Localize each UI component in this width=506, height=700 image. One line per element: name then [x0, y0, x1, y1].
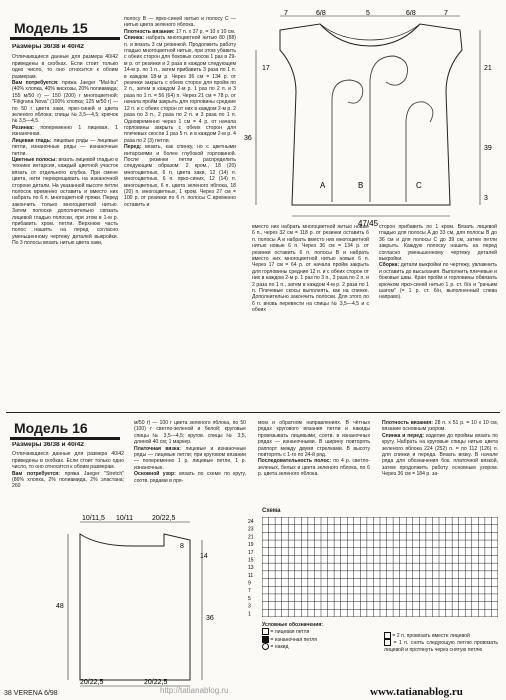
- main: вязать по схеме по кругу, соотв. рядами в пря-: [134, 471, 246, 484]
- model16-col3: [258, 420, 370, 510]
- density-heading: Плотность вязания:: [124, 28, 175, 35]
- density: 17 п. x 37 р. = 10 x 10 см.: [175, 28, 236, 35]
- scheme-row-label: 1: [248, 611, 251, 617]
- label-a: A: [320, 181, 326, 190]
- main-heading: Основной узор:: [134, 471, 176, 478]
- site-logo: www.tatianablog.ru: [370, 686, 463, 698]
- col3-text: вместо них набрать многоцветной нитью новые 6 п., через 32 см = 118 р. от резинки оставить 6 п. полосы A и набрать вместо них многоцветной нитью новые 6 п. Через 36 см = 134 р. от резинки оставить 6 п. полосы B и набрать вместо них многоцветной нитью новые 6 п. Через 17 см = 64 р. от начала пройм закрыть для горловины средние 12 п. и с обеих сторон от них в каждом 2-м р. 1 раз по 3 п., 3 раза по 2 п. и 2 раза по 1 п., затем в каждом 4-м р. 2 раза по 1 п. Плечевые скосы выполнять, как на спинке. Дополнительно закончить полоски. Для этого по 6 п. вновь перевести на спицы № 3,5—4,5 и с обеих: [252, 224, 369, 314]
- dim-side2: 8: [180, 543, 184, 550]
- back-heading: Спинка:: [124, 35, 145, 42]
- scheme-row-label: 21: [248, 534, 254, 541]
- dim-h1: 21: [484, 65, 492, 72]
- back: набрать многоцветной нитью 80 (88) п. и вязать 3 см резинкой. Продолжить работу гладью многоцветной нитью, при этом убавить с обеих сторон для боковых скосов 1 раз в 29-м р. от резинки и 2 раза в каждом следующем 14-м р. по 1 п., затем прибавить 3 раза по 1 п. в каждом 18-м р. Через 36 см = 134 р. от резинки закрыть с обеих сторон для пройм по 2 п., затем в каждом 2-м р. 1 раз по 2 п. и 3 раза по 1 п. = 56 (64) п. Через 21 см = 78 р. от начала пройм закрыть для горловины средние 12 п. и с обеих сторон от них в каждом 2-м р. 2 раза по 3 п., 2 раза по 2 п. и 3 раза по 1 п. Одновременно через 1 см = 4 р. от начала горловины закрыть с обеих сторон для плечевых скосов 1 раз 5 п. и в каждом 2-м р. 4 раза по 2 (3) петли.: [124, 35, 236, 144]
- dim-top2: 10/11: [116, 515, 133, 522]
- rib-heading: Резинка:: [12, 124, 34, 131]
- front: вязать, как спинку, но с цветными интарсиями и более глубокой горловиной. После резинки петли распределить следующим образом: 2 кром., 18 (20) многоцветных, 6 п. цвета хаки, 12 (14) п. многоцветных, 6 п. ярко-синих, 12 (14) п. многоцветных, 6 п. цвета зеленого яблока, 18 (20) п. многоцветных, 1 кром. Через 27 см = 100 р. от резинки по 6 п. полосы C временно оставить и: [124, 144, 236, 208]
- legend-heading: Условные обозначения:: [262, 622, 324, 628]
- col2-text-16: м/50 г) — 100 г цвета зеленого яблока, по 50 (100) г светло-зеленой и белой; круговые спицы № 3,5—4,5; кругов. спицы № 3,5, длиной 40 см; 1 маркер.: [134, 420, 246, 446]
- dim-bot1: 20/22,5: [80, 679, 104, 686]
- dim-bot2: 20/22,5: [144, 679, 168, 686]
- scheme-row-label: 19: [248, 542, 254, 549]
- legend-left: [262, 622, 378, 682]
- face-heading: Лицевая гладь:: [12, 137, 52, 144]
- scheme-row-numbers: [248, 517, 262, 617]
- watermark: http://tatianablog.ru: [160, 686, 229, 695]
- dim-w2: 6/8: [316, 10, 326, 17]
- sizes-16: Размеры 36/38 и 40/42: [12, 442, 84, 448]
- model15-col4: [379, 224, 497, 402]
- scheme-row-label: 24: [248, 519, 254, 525]
- title-underline-16: [10, 437, 120, 440]
- scheme-row-label: 13: [248, 565, 254, 572]
- scheme-row-label: 3: [248, 603, 251, 610]
- model16-col2: [134, 420, 246, 510]
- dim-h3: 39: [484, 145, 492, 152]
- materials-16: пряжа Jaeger "Stretch" (86% хлопка, 2% полиамида, 2% эластана; 260: [12, 470, 124, 490]
- face: лицевые ряды — лицевые петли, изнаночные ряды — изнаночные петли.: [12, 137, 118, 157]
- front-heading: Перед:: [124, 144, 142, 151]
- dim-top1: 10/11,5: [82, 515, 105, 522]
- title-underline: [10, 37, 120, 40]
- model15-title: Модель 15: [14, 20, 88, 36]
- legend-yo: = накид: [270, 643, 289, 650]
- scheme-row-label: 9: [248, 580, 251, 587]
- dim-w3: 5: [366, 10, 370, 17]
- label-c: C: [416, 181, 422, 190]
- model15-col3: [252, 224, 369, 402]
- model16-col1: [12, 442, 124, 508]
- purl-stitch-icon: [262, 636, 269, 643]
- dim-top3: 20/22,5: [152, 515, 176, 522]
- dim-w5: 7: [444, 10, 448, 17]
- dim-w4: 6/8: [406, 10, 416, 17]
- scheme-row-label: 17: [248, 549, 254, 556]
- model15-col2: [124, 16, 236, 346]
- legend-right: [384, 632, 498, 676]
- dim-left: 48: [56, 603, 64, 610]
- col2-text: полосу B — ярко-синей нитью и полосу C — нитью цвета зеленого яблока.: [124, 16, 236, 29]
- materials-heading-16: Вам потребуется:: [12, 470, 60, 477]
- density-heading-16: Плотность вязания:: [382, 420, 433, 426]
- materials: пряжа Jaeger "Mal-bu" (40% хлопка, 40% вискозы, 20% полиамида; 155 м/50 г) — 150 (200) г многоцветной; "Filigrana Nova" (100% хлопка; 125 м/50 г) — по 50 г цвета хаки, ярко-синей и цвета зеленого яблока; спицы № 3,5—4,5; крючок № 3,5—4,5.: [12, 80, 118, 125]
- color: вязать лицевой гладью в технике интарсия, каждый цветной участок вязать от отдельного клубка. При смене цвета, нити перекрещивать на изнаночной стороне детали. На указанной высоте петли полосок временно оставить и вместо них набрать по 6 п. многоцветной пряжи. Перед закончить только многоцветной нитью. Затем полоски дополнительно связать лицевой гладью полоски, при этом в 1-м р. прибавить хром. петли. Верхнюю часть полос нашить на перед согласно уменьшенному чертежу деталей выкройки. По 3 полосы вязать нитью цвета хаки,: [12, 156, 118, 247]
- section-divider: [6, 412, 500, 413]
- intro-16: Отличающиеся данные для размера 40/42 приведены в скобках. Если стоит только одно число, то оно относится к обоим размерам.: [12, 451, 124, 471]
- knit-stitch-icon: [262, 628, 269, 635]
- back-16: изделие до проймы вязать по кругу. Набрать на круговые спицы нитью цвета зеленого яблока 224 (252) п. = по 112 (126) п. для спинки и переда. Вязать вязку. В начале ряда для обозначения бок. платочной вязкой, затем продолжить работу основным узором. Через 36 см = 184 р. за-: [382, 432, 498, 478]
- col3-text-16: мом и обратном направлениях. В чётных рядах кругового вязания петли и накиды провязывать лицевыми, соотв. в изнаночных рядах — изнаночными. В ширину повторять раппорт между двумя стрелками. В высоту повторять с 1-го по 24-й ряд.: [258, 420, 370, 459]
- model16-diagram: [40, 510, 240, 688]
- label-b: B: [358, 181, 364, 190]
- scheme-row-label: 5: [248, 595, 251, 602]
- scheme-row-label: 7: [248, 588, 251, 595]
- back-heading-16: Спинка и перед:: [382, 432, 425, 439]
- legend-skp: = 1 п. снять следующую петлю провязать лицевой и протянуть через снятую петлю: [384, 640, 498, 653]
- legend-knit: = лицевая петля: [270, 629, 310, 636]
- rib: попеременно 1 лицевая, 1 изнаночная.: [12, 124, 118, 138]
- materials-heading: Вам потребуется:: [12, 80, 59, 87]
- model16-col4: [382, 420, 498, 514]
- model15-col1: [12, 44, 118, 424]
- scheme-row-label: 15: [248, 557, 254, 564]
- scheme-row-label: 23: [248, 526, 254, 533]
- dim-left-height: 36: [244, 135, 252, 142]
- dim-w1: 7: [284, 10, 288, 17]
- skp-icon: [384, 639, 391, 646]
- sizes: Размеры 36/38 и 40/42: [12, 44, 84, 50]
- legend-k2tog: = 2 п. провязать вместе лицевой: [392, 632, 470, 639]
- lace: лицевые и изнаночные ряды — лицевые петли; при круговом вязании — попеременно 1 р. лицевые петли, 1 р. изнаночные.: [134, 445, 246, 471]
- color-heading: Цветные полосы:: [12, 156, 57, 163]
- density-16: 28 п. x 51 р. = 10 x 10 см, вязание основным узором.: [382, 420, 498, 433]
- scheme-title: Схема: [262, 508, 281, 514]
- page-number: 38 VERENA 6/98: [4, 690, 58, 697]
- col4-text: сторон прибавить по 1 кром. Вязать лицевой гладью для полосы A до 33 см, для полосы B до 36 см и для полосы C до 39 см, затем петли закрыть. Каждую полоску нашить на перед согласно уменьшенному чертежу деталей выкройки.: [379, 224, 497, 263]
- dim-h4: 17: [262, 65, 270, 72]
- assembly: детали выкройки по чертежу, увлажнить и оставить до высыхания. Выполнить плечевые и боковые швы. Края пройм и горловины обвязать крючком ярко-синей нитью 1 р. ст. б/н и "рачьим шагом" (= 1 р. ст. б/н, выполненный слева направо).: [379, 262, 497, 301]
- model16-title: Модель 16: [14, 420, 88, 436]
- dim-h2: 3: [484, 195, 488, 202]
- dim-right: 36: [206, 615, 214, 622]
- lace-heading: Платочная вязка:: [134, 445, 181, 452]
- scheme-row-label: 11: [248, 572, 254, 579]
- assembly-heading: Сборка:: [379, 262, 400, 269]
- dim-bottom: 47/45: [358, 219, 379, 228]
- dim-side1: 14: [200, 553, 208, 560]
- intro: Отличающиеся данные для размера 40/42 приведены в скобках. Если стоит только одно число, то оно относится к обоим размерам.: [12, 54, 118, 80]
- seq-heading: Последовательность полос:: [258, 458, 332, 465]
- legend-purl: = изнаночная петля: [270, 636, 318, 643]
- yarn-over-icon: [262, 643, 269, 650]
- scheme-chart: [262, 517, 498, 617]
- seq: по 4 р. светло-зеленых, белых и цвета зеленого яблока, по 6 р. цвета зеленого яблока.: [258, 458, 370, 478]
- model15-diagram: [240, 10, 502, 232]
- k2tog-icon: [384, 632, 391, 639]
